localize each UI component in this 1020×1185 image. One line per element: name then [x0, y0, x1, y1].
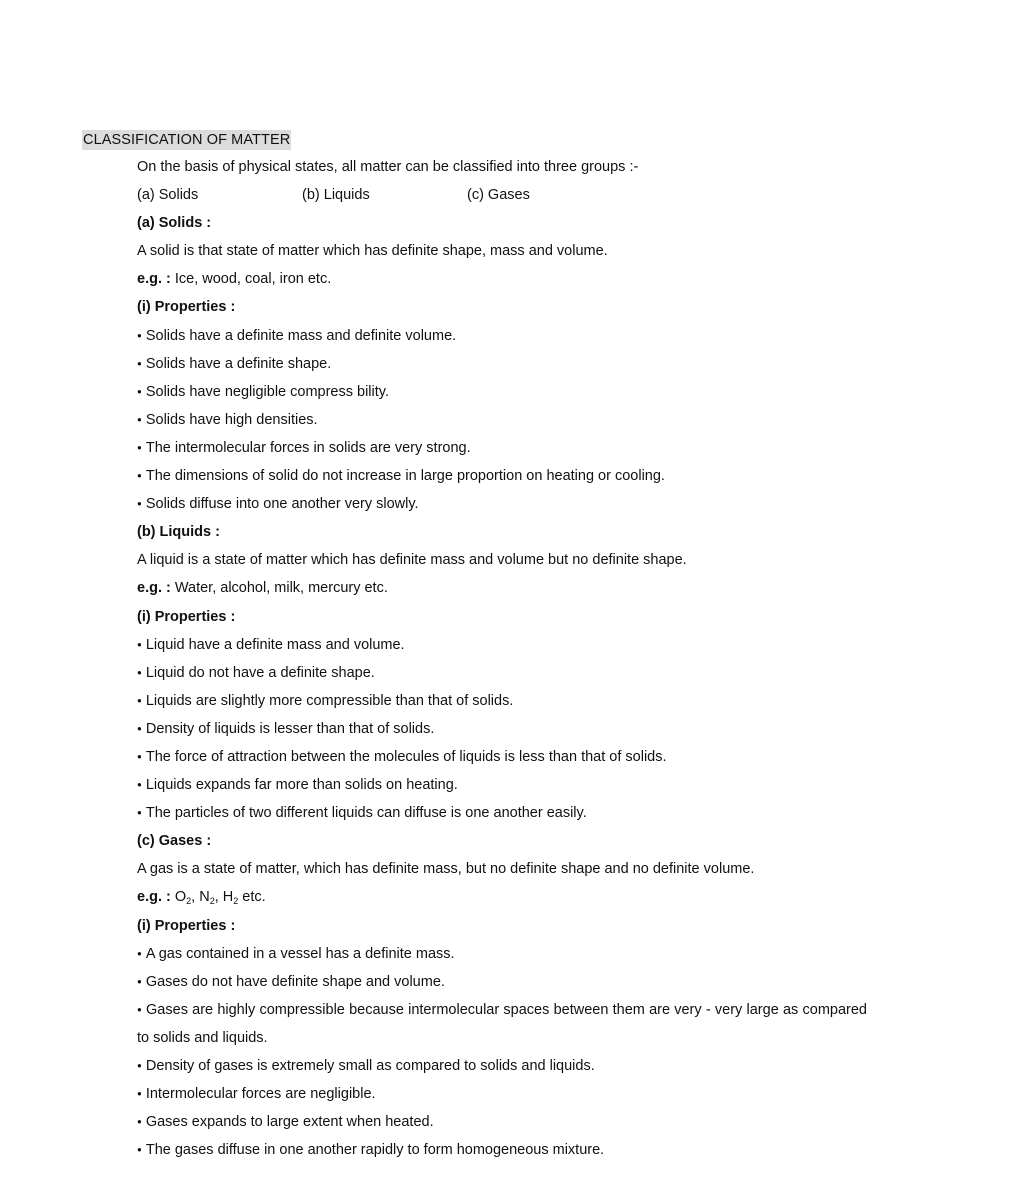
list-item: ● The gases diffuse in one another rapidly to form homogeneous mixture. [137, 1136, 867, 1164]
liquids-example [137, 574, 867, 602]
list-item: ● A gas contained in a vessel has a definite mass. [137, 940, 867, 968]
liquids-properties-heading: (i) Properties : [137, 608, 236, 625]
list-item: ● The force of attraction between the molecules of liquids is less than that of solids. [137, 743, 867, 771]
list-item: ● Intermolecular forces are negligible. [137, 1080, 867, 1108]
groups-row [137, 181, 867, 209]
list-item: ● The intermolecular forces in solids are very strong. [137, 434, 867, 462]
example-text: O [170, 889, 187, 906]
solids-definition: A solid is that state of matter which has definite shape, mass and volume. [137, 243, 608, 260]
example-text: Water, alcohol, milk, mercury etc. [170, 580, 388, 597]
list-item: ● Liquids expands far more than solids on heating. [137, 771, 867, 799]
list-item: ● The dimensions of solid do not increase in large proportion on heating or cooling. [137, 462, 867, 490]
group-liquids: (b) Liquids [302, 187, 370, 204]
example-label: e.g. : [137, 580, 171, 597]
example-text: , N [191, 889, 210, 906]
list-item: ● Solids have a definite mass and definite volume. [137, 322, 867, 350]
gases-definition: A gas is a state of matter, which has definite mass, but no definite shape and no definite volume. [137, 861, 755, 878]
solids-properties-heading: (i) Properties : [137, 299, 236, 316]
list-item: ● Solids have a definite shape. [137, 350, 867, 378]
list-item: ● Density of gases is extremely small as compared to solids and liquids. [137, 1052, 867, 1080]
solids-heading: (a) Solids : [137, 215, 212, 232]
example-text: etc. [238, 889, 266, 906]
example-text: Ice, wood, coal, iron etc. [170, 271, 332, 288]
subscript: 2 [186, 896, 192, 907]
liquids-heading: (b) Liquids : [137, 524, 220, 541]
gases-heading: (c) Gases : [137, 833, 212, 850]
list-item: ● Liquid do not have a definite shape. [137, 659, 867, 687]
list-item: ● Gases are highly compressible because intermolecular spaces between them are very - very large as compared to solids and liquids. [137, 996, 867, 1052]
list-item: ● The particles of two different liquids can diffuse is one another easily. [137, 799, 867, 827]
subscript: 2 [233, 896, 239, 907]
example-label: e.g. : [137, 271, 171, 288]
list-item: ● Liquids are slightly more compressible than that of solids. [137, 687, 867, 715]
list-item: ● Gases expands to large extent when heated. [137, 1108, 867, 1136]
list-item: ● Solids diffuse into one another very slowly. [137, 490, 867, 518]
subscript: 2 [209, 896, 215, 907]
page-title: CLASSIFICATION OF MATTER [83, 132, 291, 148]
intro-text: On the basis of physical states, all matter can be classified into three groups :- [137, 159, 639, 175]
solids-example [137, 265, 867, 293]
example-label: e.g. : [137, 889, 171, 906]
group-solids: (a) Solids [137, 187, 199, 204]
group-gases: (c) Gases [467, 187, 530, 204]
list-item: ● Density of liquids is lesser than that of solids. [137, 715, 867, 743]
gases-properties-heading: (i) Properties : [137, 917, 236, 934]
example-text: , H [214, 889, 234, 906]
gases-example [137, 883, 867, 911]
liquids-definition: A liquid is a state of matter which has definite mass and volume but no definite shape. [137, 552, 687, 569]
list-item: ● Gases do not have definite shape and volume. [137, 968, 867, 996]
list-item: ● Solids have negligible compress bility. [137, 378, 867, 406]
document-body [137, 153, 867, 1164]
list-item: ● Solids have high densities. [137, 406, 867, 434]
list-item: ● Liquid have a definite mass and volume. [137, 631, 867, 659]
